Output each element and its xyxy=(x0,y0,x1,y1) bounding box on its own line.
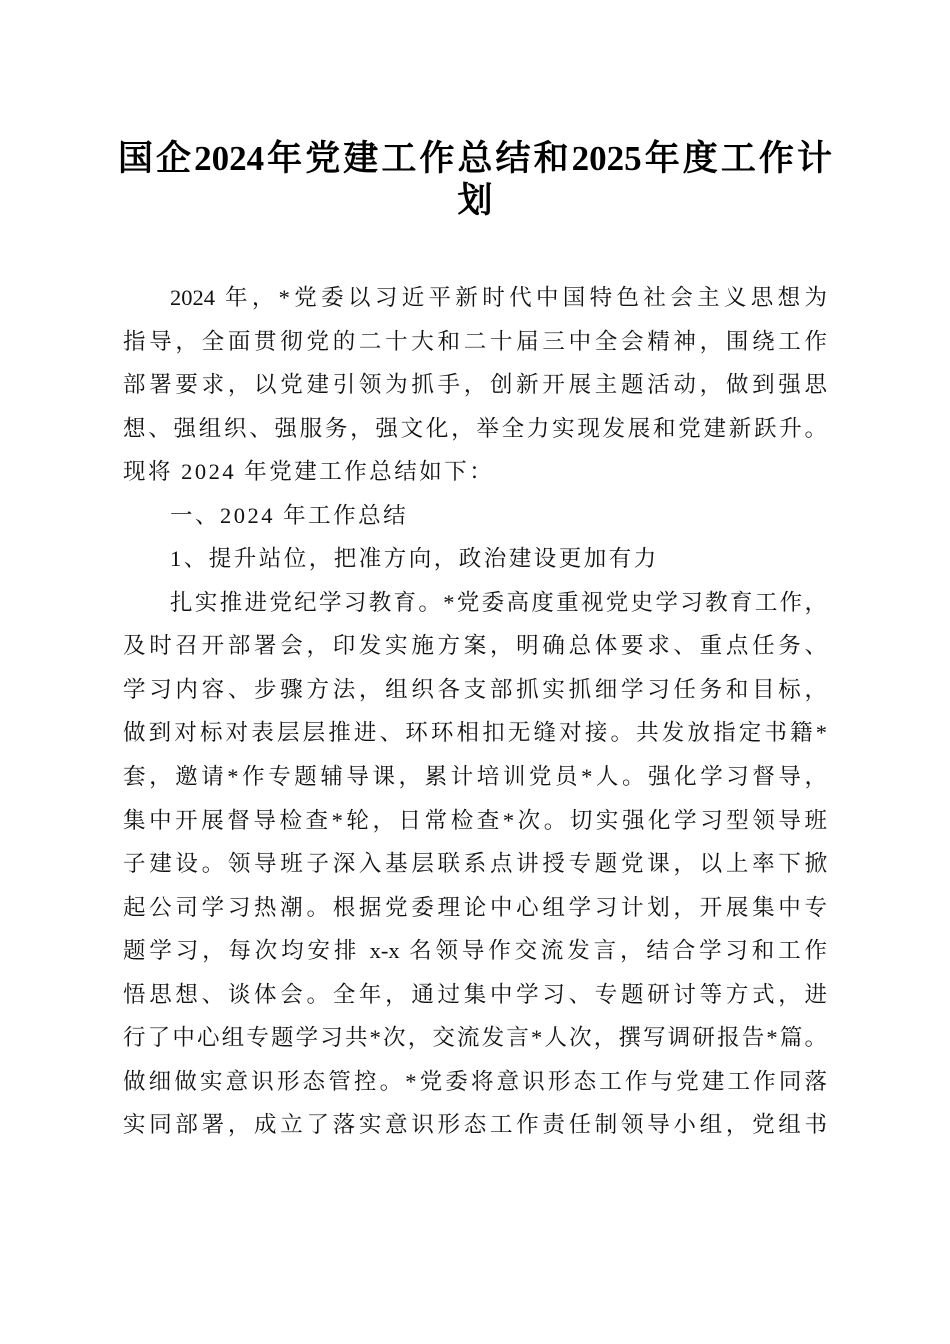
body-text-line: 指导，全面贯彻党的二十大和二十届三中全会精神，围绕工作 xyxy=(123,328,827,354)
body-text-line: 一、2024 年工作总结 xyxy=(170,502,409,528)
body-text-line: 做细做实意识形态管控。*党委将意识形态工作与党建工作同落 xyxy=(123,1068,827,1094)
body-text-line: 想、强组织、强服务，强文化，举全力实现发展和党建新跃升。 xyxy=(123,415,827,441)
body-text-line: 扎实推进党纪学习教育。*党委高度重视党史学习教育工作， xyxy=(170,589,827,615)
body-text-line: 子建设。领导班子深入基层联系点讲授专题党课，以上率下掀 xyxy=(123,851,827,877)
document-body xyxy=(123,276,827,1147)
body-text-line: 2024 年，*党委以习近平新时代中国特色社会主义思想为 xyxy=(170,285,827,310)
body-text-line: 悟思想、谈体会。全年，通过集中学习、专题研讨等方式，进 xyxy=(123,981,827,1007)
body-text-line: 实同部署，成立了落实意识形态工作责任制领导小组，党组书 xyxy=(123,1112,827,1138)
body-text-line: 行了中心组专题学习共*次，交流发言*人次，撰写调研报告*篇。 xyxy=(123,1025,827,1051)
title-line-1: 国企2024年党建工作总结和2025年度工作计 xyxy=(118,139,832,178)
title-line-2: 划 xyxy=(457,181,493,220)
body-text-line: 起公司学习热潮。根据党委理论中心组学习计划，开展集中专 xyxy=(123,894,827,920)
body-text-line: 现将 2024 年党建工作总结如下： xyxy=(123,459,495,485)
body-text-line: 集中开展督导检查*轮，日常检查*次。切实强化学习型领导班 xyxy=(123,807,827,833)
body-text-line: 题学习，每次均安排 x-x 名领导作交流发言，结合学习和工作 xyxy=(123,938,827,964)
body-text-line: 部署要求，以党建引领为抓手，创新开展主题活动，做到强思 xyxy=(123,372,827,398)
body-text-line: 做到对标对表层层推进、环环相扣无缝对接。共发放指定书籍* xyxy=(123,720,827,746)
document-title xyxy=(118,138,832,222)
body-text-line: 1、提升站位，把准方向，政治建设更加有力 xyxy=(170,546,659,572)
body-text-line: 套，邀请*作专题辅导课，累计培训党员*人。强化学习督导， xyxy=(123,764,827,790)
body-text-line: 学习内容、步骤方法，组织各支部抓实抓细学习任务和目标， xyxy=(123,676,827,702)
body-text-line: 及时召开部署会，印发实施方案，明确总体要求、重点任务、 xyxy=(123,633,827,659)
